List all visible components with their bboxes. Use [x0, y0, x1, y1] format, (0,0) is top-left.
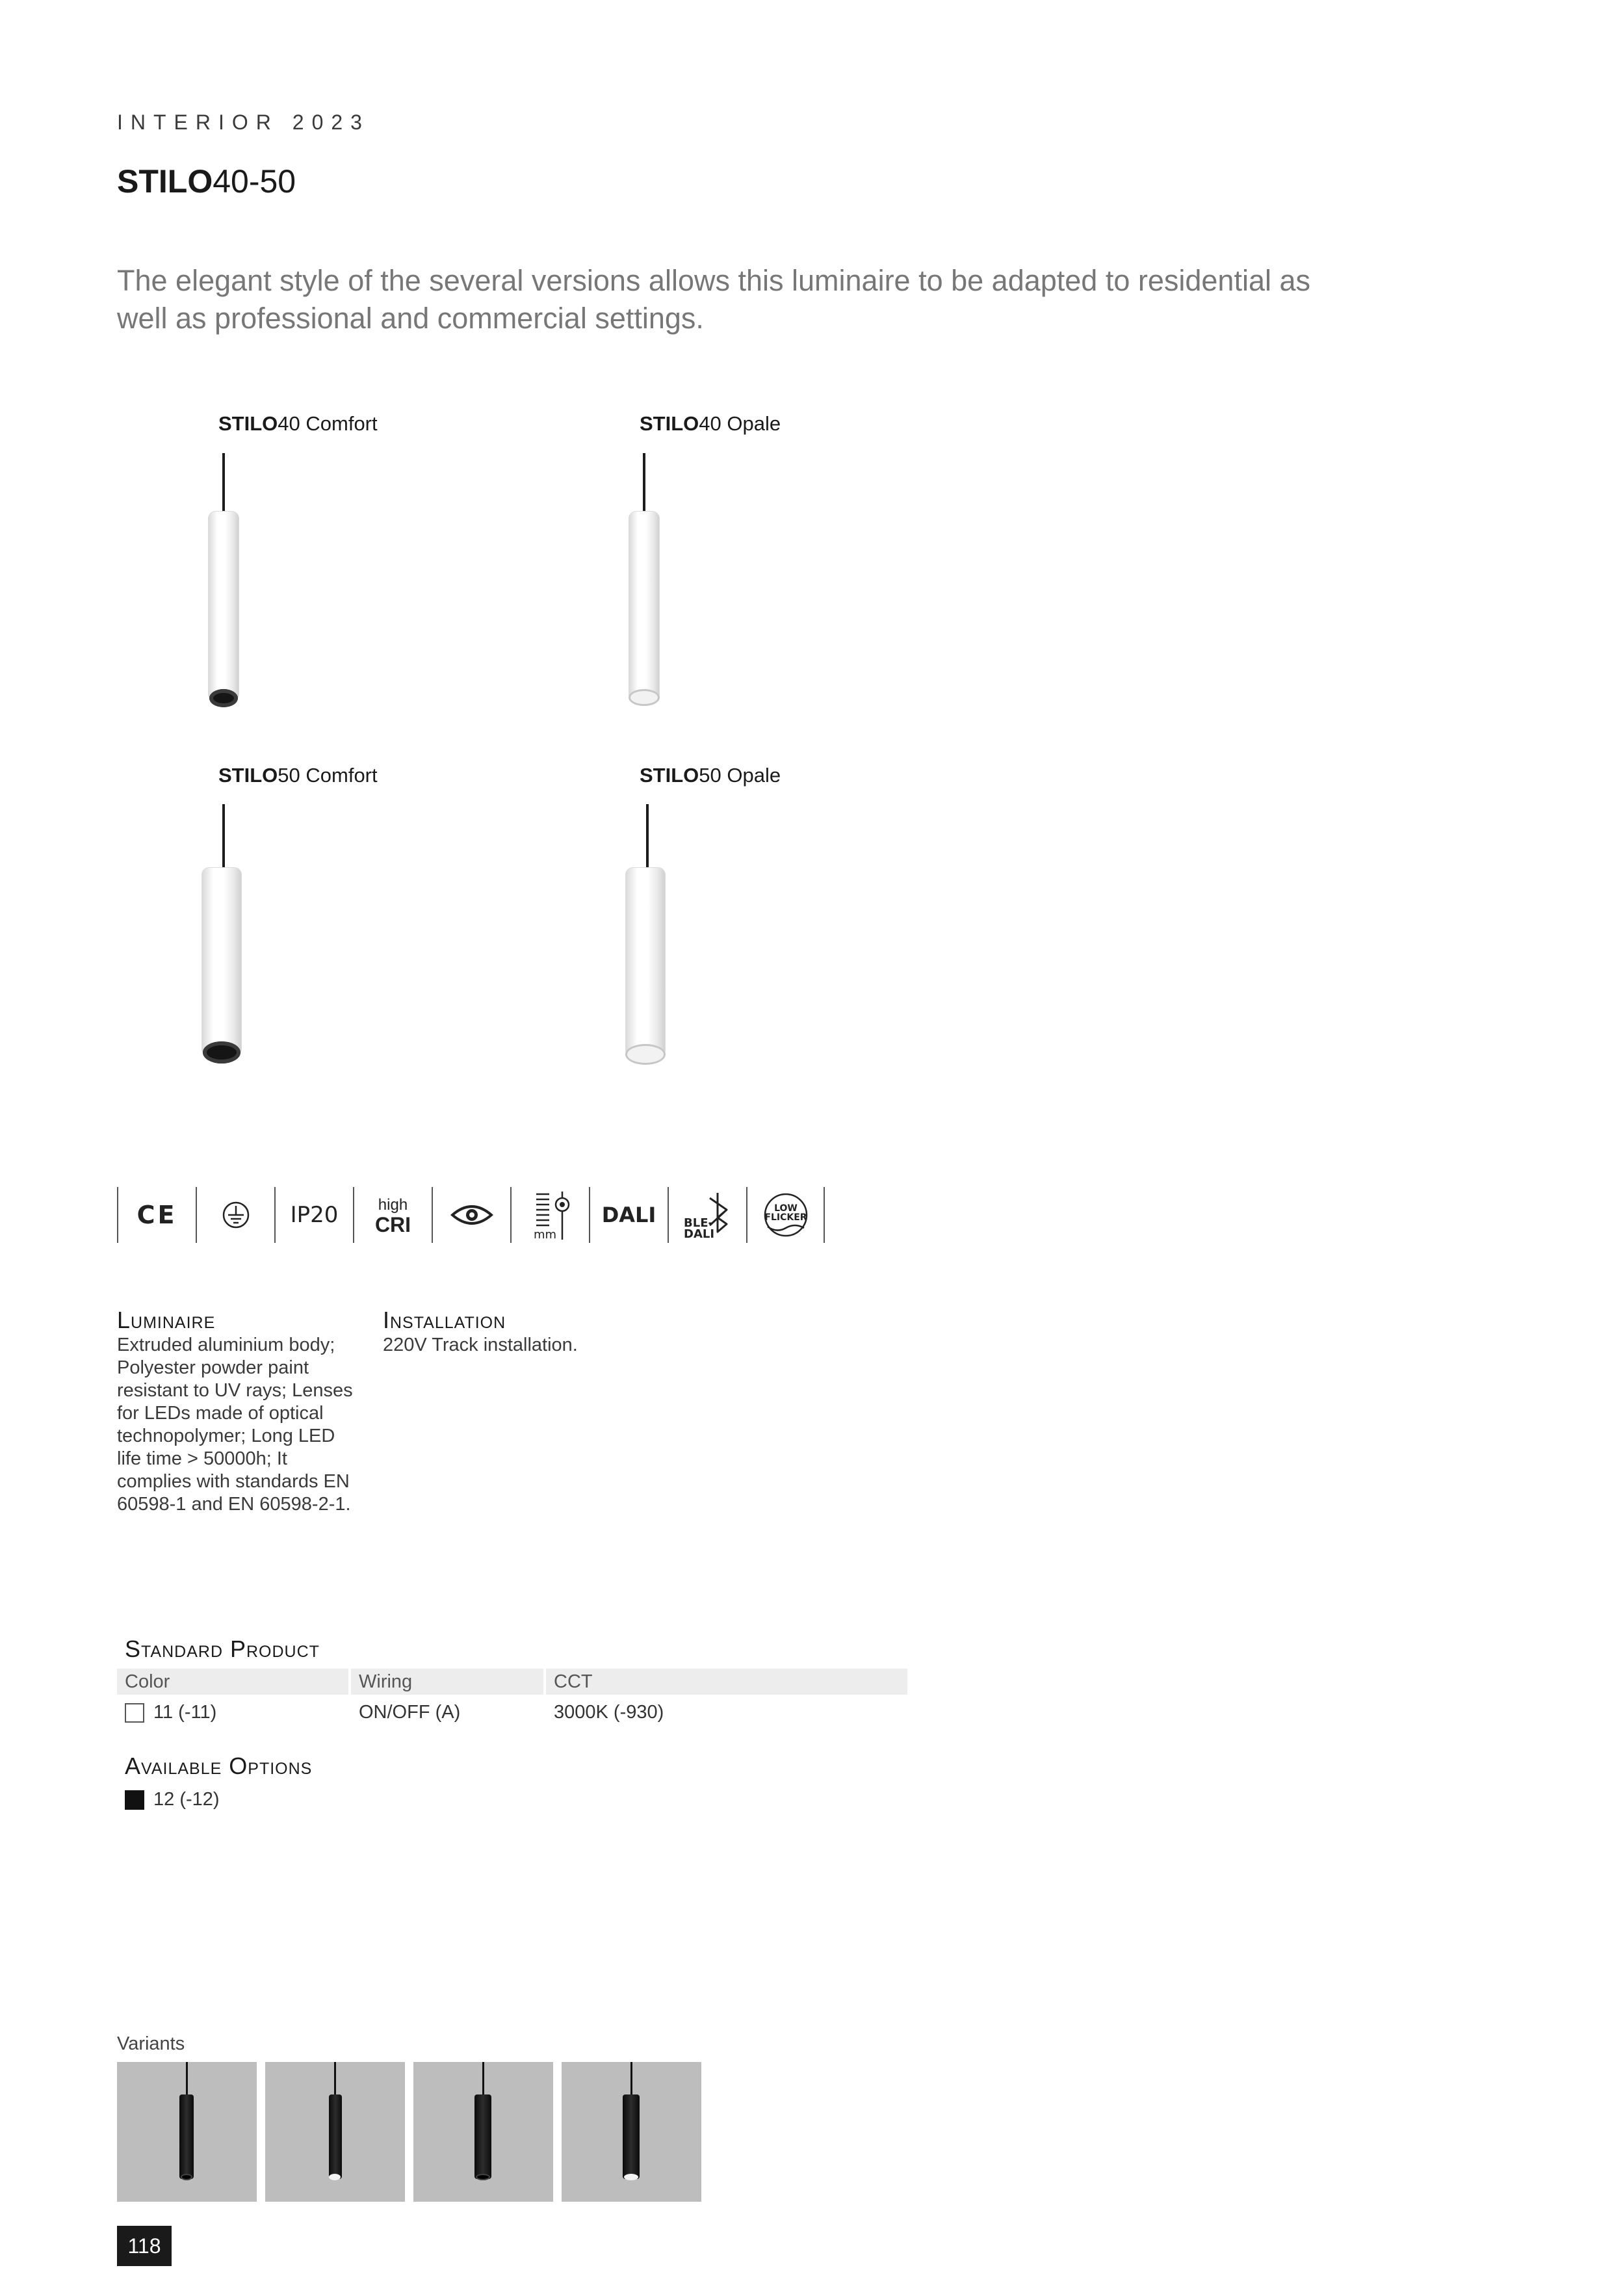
- available-options-heading: Available Options: [125, 1753, 313, 1779]
- table-cell-cct: 3000K (-930): [554, 1702, 664, 1723]
- variants-label: Variants: [117, 2033, 185, 2054]
- variant-thumbnail: [413, 2062, 553, 2202]
- certification-icons: [117, 1187, 825, 1243]
- product-label-stilo40-opale: [640, 412, 781, 436]
- luminaire-text: Extruded aluminium body; Polyester powder paint resistant to UV rays; Lenses for LEDs made of optical technopolymer; Long LED life time > 50000h; It complies with standards EN 60598-1 and EN 60598-2-1.: [117, 1335, 353, 1515]
- product-label-stilo50-comfort: [218, 764, 378, 787]
- section-tag: INTERIOR 2023: [117, 111, 370, 134]
- high-cri-icon: high CRI: [353, 1187, 432, 1243]
- ground-icon: [196, 1187, 274, 1243]
- table-cell-wiring: ON/OFF (A): [359, 1702, 461, 1723]
- product-brand: STILO: [218, 764, 278, 787]
- black-color-swatch: [125, 1790, 144, 1810]
- page-number: 118: [117, 2226, 172, 2266]
- product-brand: STILO: [640, 764, 699, 787]
- table-header-cct: CCT: [546, 1669, 907, 1695]
- ce-mark-icon: CE: [117, 1187, 196, 1243]
- luminaire-heading: Luminaire: [117, 1307, 216, 1333]
- ground-symbol-icon: [221, 1200, 251, 1230]
- dali-icon: DALI: [589, 1187, 668, 1243]
- svg-text:BLE-: BLE-: [683, 1216, 713, 1230]
- luminaire-section: [117, 1307, 357, 1516]
- product-variant: 40 Opale: [699, 412, 781, 435]
- svg-text:LOW: LOW: [773, 1203, 798, 1214]
- product-variant: 40 Comfort: [278, 412, 378, 435]
- bluetooth-dali-icon: [668, 1187, 746, 1243]
- ip20-icon: IP20: [274, 1187, 353, 1243]
- variant-thumbnail: [562, 2062, 701, 2202]
- product-variant: 50 Comfort: [278, 764, 378, 787]
- intro-text: The elegant style of the several versions allows this luminaire to be adapted to residential as well as professional and commercial settings.: [117, 264, 1311, 335]
- installation-section: [383, 1307, 773, 1357]
- installation-heading: Installation: [383, 1307, 506, 1333]
- title-model: 40-50: [213, 163, 296, 200]
- svg-text:FLICKER: FLICKER: [764, 1212, 807, 1223]
- table-cell-color: 11 (-11): [117, 1699, 348, 1725]
- pendant-mm-icon: [510, 1187, 589, 1243]
- product-brand: STILO: [640, 412, 699, 435]
- table-header-color: Color: [117, 1669, 348, 1695]
- svg-text:DALI: DALI: [683, 1227, 714, 1241]
- title-brand: STILO: [117, 163, 213, 200]
- white-color-swatch: [125, 1703, 144, 1723]
- product-label-stilo50-opale: [640, 764, 781, 787]
- product-brand: STILO: [218, 412, 278, 435]
- variant-thumbnail: [117, 2062, 257, 2202]
- low-flicker-icon: [746, 1187, 825, 1243]
- product-variant: 50 Opale: [699, 764, 781, 787]
- page-title: [117, 163, 296, 200]
- eye-icon: [432, 1187, 510, 1243]
- product-label-stilo40-comfort: [218, 412, 378, 436]
- variant-thumbnail: [265, 2062, 405, 2202]
- standard-product-heading: Standard Product: [125, 1636, 320, 1662]
- installation-text: 220V Track installation.: [383, 1335, 578, 1355]
- table-header-wiring: Wiring: [351, 1669, 543, 1695]
- option-item: 12 (-12): [117, 1786, 377, 1812]
- svg-text:mm: mm: [533, 1228, 556, 1241]
